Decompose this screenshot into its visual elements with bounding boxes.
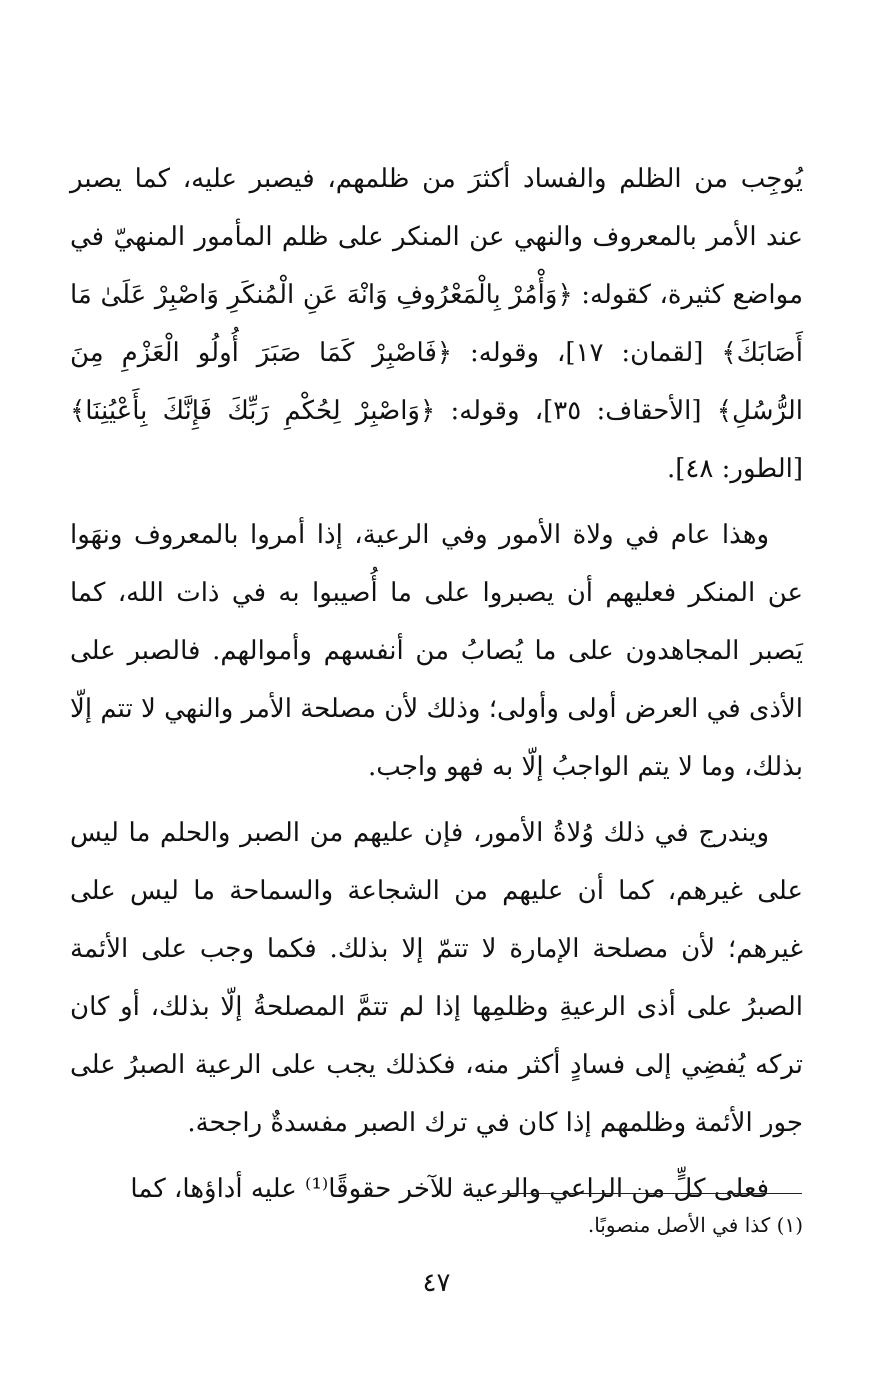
paragraph-1: يُوجِب من الظلم والفساد أكثرَ من ظلمهم، فيصبر عليه، كما يصبر عند الأمر بالمعروف والنهي عن المنكر على ظلم المأمور المنهيّ في مواضع كثيرة، كقوله: ﴿وَأْمُرْ بِالْمَعْرُوفِ وَانْهَ عَنِ الْمُنكَرِ وَاصْبِرْ عَلَىٰ مَا أَصَابَكَ﴾ [لقمان: ١٧]، وقوله: ﴿فَاصْبِرْ كَمَا صَبَرَ أُولُو الْعَزْمِ مِنَ الرُّسُلِ﴾ [الأحقاف: ٣٥]، وقوله: ﴿وَاصْبِرْ لِحُكْمِ رَبِّكَ فَإِنَّكَ بِأَعْيُنِنَا﴾ [الطور: ٤٨]. xyxy=(70,164,803,484)
paragraph-4: فعلى كلٍّ من الراعي والرعية للآخر حقوقًا⁽¹⁾ عليه أداؤها، كما xyxy=(130,1174,769,1204)
paragraph-3: ويندرج في ذلك وُلاةُ الأمور، فإن عليهم من الصبر والحلم ما ليس على غيرهم، كما أن عليهم من الشجاعة والسماحة ما ليس على غيرهم؛ لأن مصلحة الإمارة لا تتمّ إلا بذلك. فكما وجب على الأئمة الصبرُ على أذى الرعيةِ وظلمِها إذا لم تتمَّ المصلحةُ إلّا بذلك، أو كان تركه يُفضِي إلى فسادٍ أكثر منه، فكذلك يجب على الرعية الصبرُ على جور الأئمة وظلمهم إذا كان في ترك الصبر مفسدةٌ راجحة. xyxy=(70,818,803,1138)
main-text xyxy=(70,150,803,1218)
page-number: ٤٧ xyxy=(422,1268,451,1298)
footnote: (١) كذا في الأصل منصوبًا. xyxy=(587,1213,803,1237)
paragraph-2: وهذا عام في ولاة الأمور وفي الرعية، إذا أمروا بالمعروف ونهَوا عن المنكر فعليهم أن يصبروا على ما أُصيبوا به في ذات الله، كما يَصبر المجاهدون على ما يُصابُ من أنفسهم وأموالهم. فالصبر على الأذى في العرض أولى وأولى؛ وذلك لأن مصلحة الأمر والنهي لا تتم إلّا بذلك، وما لا يتم الواجبُ إلّا به فهو واجب. xyxy=(70,520,803,782)
footnote-divider xyxy=(502,1193,802,1194)
